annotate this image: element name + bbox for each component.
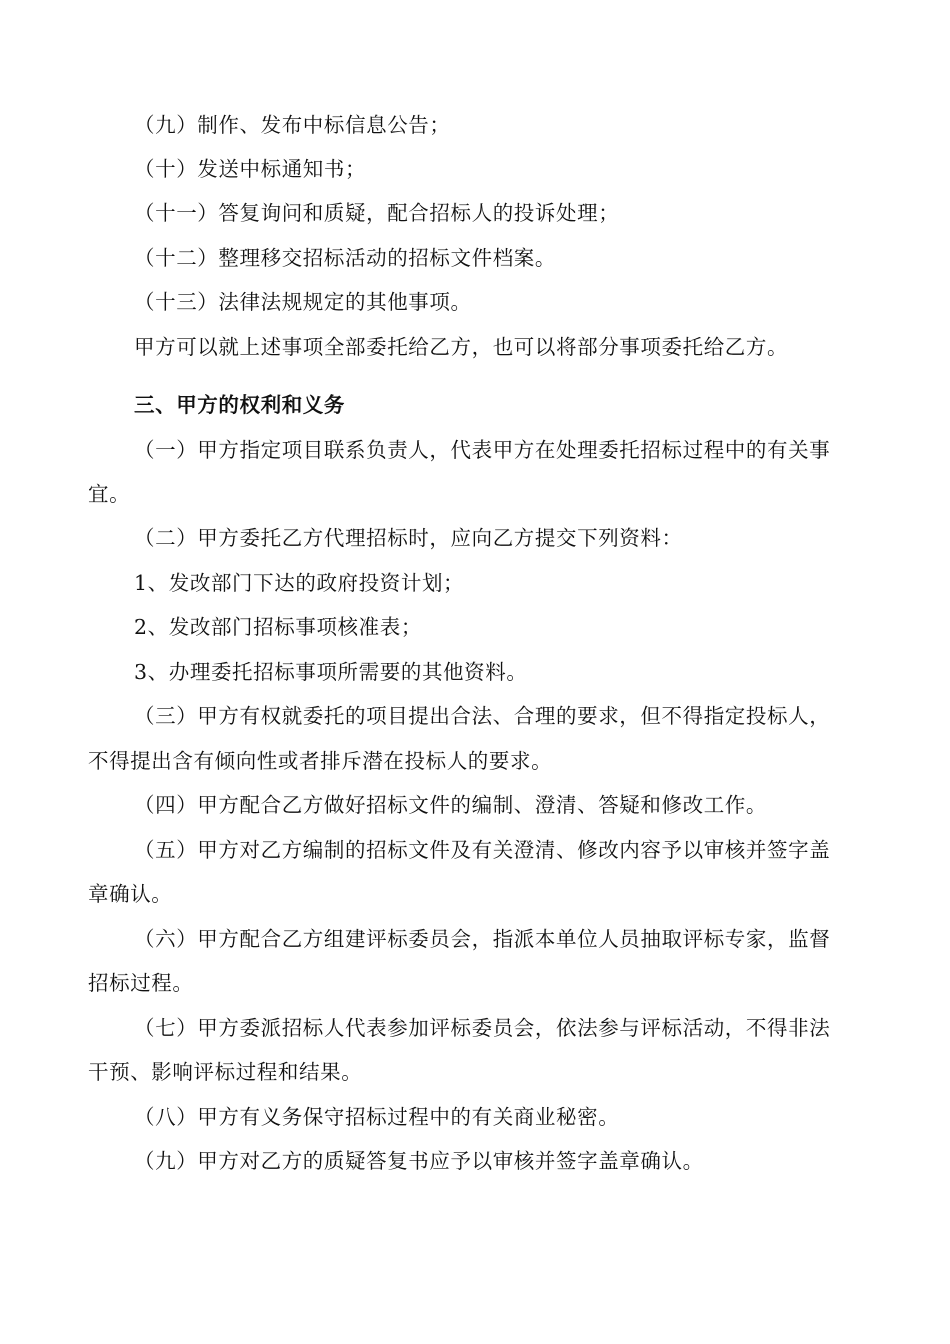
section-heading: 三、甲方的权利和义务 <box>134 393 345 417</box>
item-9-publish-notice: （九）制作、发布中标信息公告； <box>134 113 451 137</box>
clause-4: （四）甲方配合乙方做好招标文件的编制、澄清、答疑和修改工作。 <box>134 793 767 817</box>
item-11-answer-inquiries: （十一）答复询问和质疑，配合招标人的投诉处理； <box>134 201 620 225</box>
clause-6-line-2: 招标过程。 <box>88 971 194 995</box>
item-13-other-matters: （十三）法律法规规定的其他事项。 <box>134 290 472 314</box>
clause-3-line-2: 不得提出含有倾向性或者排斥潜在投标人的要求。 <box>88 749 553 773</box>
item-10-send-notification: （十）发送中标通知书； <box>134 157 367 181</box>
material-3: 3、办理委托招标事项所需要的其他资料。 <box>134 660 528 684</box>
clause-5-line-2: 章确认。 <box>88 882 173 906</box>
material-1: 1、发改部门下达的政府投资计划； <box>134 571 465 595</box>
clause-5-line-1: （五）甲方对乙方编制的招标文件及有关澄清、修改内容予以审核并签字盖 <box>134 838 831 862</box>
clause-2: （二）甲方委托乙方代理招标时，应向乙方提交下列资料： <box>134 526 683 550</box>
delegation-paragraph: 甲方可以就上述事项全部委托给乙方，也可以将部分事项委托给乙方。 <box>134 335 789 359</box>
clause-8: （八）甲方有义务保守招标过程中的有关商业秘密。 <box>134 1105 620 1129</box>
clause-9: （九）甲方对乙方的质疑答复书应予以审核并签字盖章确认。 <box>134 1149 704 1173</box>
clause-3-line-1: （三）甲方有权就委托的项目提出合法、合理的要求，但不得指定投标人， <box>134 704 831 728</box>
item-12-archive-files: （十二）整理移交招标活动的招标文件档案。 <box>134 246 556 270</box>
clause-1-line-2: 宜。 <box>88 482 131 506</box>
clause-7-line-2: 干预、影响评标过程和结果。 <box>88 1060 363 1084</box>
clause-6-line-1: （六）甲方配合乙方组建评标委员会，指派本单位人员抽取评标专家，监督 <box>134 927 831 951</box>
clause-1-line-1: （一）甲方指定项目联系负责人，代表甲方在处理委托招标过程中的有关事 <box>134 438 831 462</box>
material-2: 2、发改部门招标事项核准表； <box>134 615 422 639</box>
clause-7-line-1: （七）甲方委派招标人代表参加评标委员会，依法参与评标活动，不得非法 <box>134 1016 831 1040</box>
